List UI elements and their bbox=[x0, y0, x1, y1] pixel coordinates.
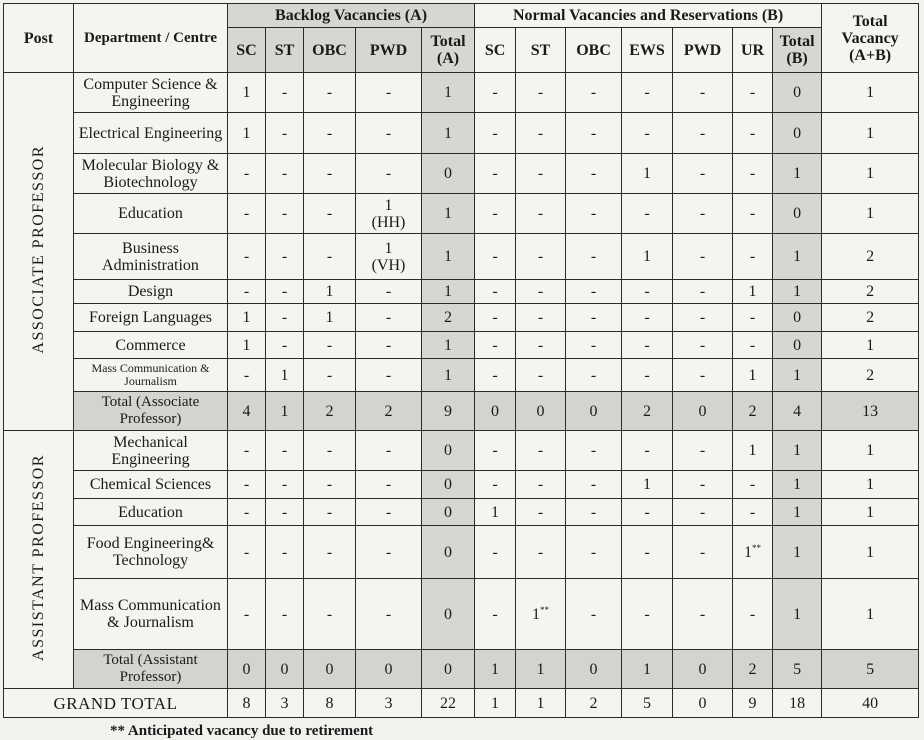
table-cell: 0 bbox=[673, 650, 733, 689]
table-cell: - bbox=[622, 359, 673, 392]
table-cell: 1 bbox=[622, 650, 673, 689]
table-cell: - bbox=[266, 304, 304, 332]
table-cell: 1 bbox=[822, 113, 919, 154]
table-cell: - bbox=[356, 73, 422, 113]
header-normal-col: PWD bbox=[673, 28, 733, 73]
table-cell: 1 bbox=[475, 650, 516, 689]
table-cell: 1 bbox=[822, 332, 919, 359]
table-cell: - bbox=[566, 359, 622, 392]
table-cell: 1 bbox=[266, 359, 304, 392]
table-cell: 1 bbox=[773, 154, 822, 194]
table-cell: - bbox=[673, 73, 733, 113]
table-cell: - bbox=[356, 280, 422, 304]
table-cell: 1 bbox=[822, 526, 919, 579]
table-cell: 1 bbox=[773, 280, 822, 304]
table-cell: - bbox=[673, 431, 733, 471]
table-cell: 1 bbox=[422, 332, 475, 359]
table-cell: 1 (HH) bbox=[356, 194, 422, 234]
table-cell: - bbox=[475, 194, 516, 234]
total-label: Total (Assistant Professor) bbox=[74, 650, 228, 689]
table-cell: 0 bbox=[566, 650, 622, 689]
table-cell: - bbox=[304, 526, 356, 579]
table-cell: 9 bbox=[422, 392, 475, 431]
total-row bbox=[4, 392, 919, 431]
table-cell: 1 bbox=[822, 431, 919, 471]
table-cell: - bbox=[475, 280, 516, 304]
grand-total-cell: 40 bbox=[822, 689, 919, 718]
table-cell: - bbox=[356, 113, 422, 154]
table-cell: - bbox=[733, 113, 773, 154]
table-cell: 1 bbox=[773, 526, 822, 579]
table-cell: 1 bbox=[733, 280, 773, 304]
table-cell: - bbox=[733, 499, 773, 526]
table-cell: 0 bbox=[673, 392, 733, 431]
table-cell: - bbox=[516, 526, 566, 579]
grand-total-cell: 2 bbox=[566, 689, 622, 718]
table-cell: - bbox=[566, 194, 622, 234]
table-cell: 1 bbox=[422, 359, 475, 392]
grand-total-cell: 8 bbox=[228, 689, 266, 718]
post-label-text: ASSOCIATE PROFESSOR bbox=[30, 145, 47, 354]
table-row bbox=[4, 234, 919, 280]
table-cell: 1 bbox=[228, 113, 266, 154]
table-cell: - bbox=[356, 332, 422, 359]
table-cell: 4 bbox=[228, 392, 266, 431]
table-cell: - bbox=[733, 579, 773, 650]
table-cell: - bbox=[266, 579, 304, 650]
grand-total-cell: 3 bbox=[356, 689, 422, 718]
table-cell: - bbox=[304, 194, 356, 234]
total-label: Total (Associate Professor) bbox=[74, 392, 228, 431]
table-row bbox=[4, 154, 919, 194]
vacancy-table bbox=[3, 3, 919, 718]
department-name: Design bbox=[74, 280, 228, 304]
table-cell: - bbox=[516, 359, 566, 392]
table-cell: - bbox=[733, 154, 773, 194]
table-row bbox=[4, 526, 919, 579]
header-normal-col: OBC bbox=[566, 28, 622, 73]
table-cell: - bbox=[304, 234, 356, 280]
table-cell: 5 bbox=[822, 650, 919, 689]
table-cell: - bbox=[304, 359, 356, 392]
table-cell: - bbox=[475, 471, 516, 499]
table-cell: - bbox=[475, 359, 516, 392]
table-cell: 2 bbox=[822, 280, 919, 304]
table-cell: 1 bbox=[228, 332, 266, 359]
table-cell: 0 bbox=[475, 392, 516, 431]
header-department: Department / Centre bbox=[74, 4, 228, 73]
table-cell: - bbox=[566, 499, 622, 526]
department-name: Mass Communication & Journalism bbox=[74, 359, 228, 392]
table-cell: 1 bbox=[773, 471, 822, 499]
table-cell: 0 bbox=[773, 113, 822, 154]
table-cell: - bbox=[228, 579, 266, 650]
table-cell: 1 bbox=[516, 650, 566, 689]
table-cell: 0 bbox=[566, 392, 622, 431]
table-cell: - bbox=[304, 332, 356, 359]
table-cell: 1 (VH) bbox=[356, 234, 422, 280]
table-cell: 1 bbox=[822, 154, 919, 194]
header-normal-col: UR bbox=[733, 28, 773, 73]
table-cell: - bbox=[516, 154, 566, 194]
table-cell: - bbox=[356, 304, 422, 332]
table-cell: - bbox=[228, 234, 266, 280]
grand-total-cell: 18 bbox=[773, 689, 822, 718]
table-cell: - bbox=[266, 526, 304, 579]
table-cell: 0 bbox=[422, 471, 475, 499]
table-cell: - bbox=[266, 499, 304, 526]
table-cell: - bbox=[516, 73, 566, 113]
header-backlog-col: Total (A) bbox=[422, 28, 475, 73]
table-cell: - bbox=[622, 499, 673, 526]
header-backlog-group: Backlog Vacancies (A) bbox=[228, 4, 475, 28]
table-cell: 2 bbox=[356, 392, 422, 431]
table-cell: 1 bbox=[822, 194, 919, 234]
table-cell: - bbox=[475, 73, 516, 113]
table-cell: 1 bbox=[733, 431, 773, 471]
table-cell: - bbox=[673, 113, 733, 154]
table-cell: - bbox=[673, 234, 733, 280]
table-cell: - bbox=[516, 431, 566, 471]
department-name: Molecular Biology & Biotechnology bbox=[74, 154, 228, 194]
grand-total-cell: 1 bbox=[516, 689, 566, 718]
header-backlog-col: PWD bbox=[356, 28, 422, 73]
table-row bbox=[4, 431, 919, 471]
table-cell: - bbox=[228, 280, 266, 304]
table-cell: 0 bbox=[228, 650, 266, 689]
table-cell: - bbox=[304, 154, 356, 194]
table-cell: 1 bbox=[422, 234, 475, 280]
post-label-text: ASSISTANT PROFESSOR bbox=[30, 454, 47, 661]
table-cell: 1 bbox=[304, 280, 356, 304]
table-cell: 2 bbox=[422, 304, 475, 332]
table-cell: - bbox=[622, 304, 673, 332]
table-cell: - bbox=[228, 499, 266, 526]
table-cell: 2 bbox=[822, 304, 919, 332]
table-cell: - bbox=[566, 154, 622, 194]
table-cell: 0 bbox=[266, 650, 304, 689]
grand-total-cell: 0 bbox=[673, 689, 733, 718]
table-row bbox=[4, 359, 919, 392]
post-label bbox=[4, 431, 74, 689]
table-cell: 1 bbox=[622, 471, 673, 499]
post-label bbox=[4, 73, 74, 431]
table-cell: 2 bbox=[733, 392, 773, 431]
table-cell: - bbox=[566, 332, 622, 359]
table-cell: 0 bbox=[516, 392, 566, 431]
table-cell: - bbox=[566, 579, 622, 650]
table-cell: 2 bbox=[622, 392, 673, 431]
table-cell: - bbox=[673, 332, 733, 359]
table-cell: 1 bbox=[822, 499, 919, 526]
header-normal-col: EWS bbox=[622, 28, 673, 73]
table-cell: - bbox=[475, 234, 516, 280]
table-cell: - bbox=[673, 471, 733, 499]
table-cell: - bbox=[566, 113, 622, 154]
table-cell: - bbox=[566, 280, 622, 304]
table-cell: 1** bbox=[516, 579, 566, 650]
table-cell: - bbox=[266, 431, 304, 471]
table-cell: 5 bbox=[773, 650, 822, 689]
table-cell: 1 bbox=[622, 234, 673, 280]
table-cell: - bbox=[475, 113, 516, 154]
header-normal-group: Normal Vacancies and Reservations (B) bbox=[475, 4, 822, 28]
table-cell: 1 bbox=[422, 194, 475, 234]
table-cell: - bbox=[516, 304, 566, 332]
table-cell: 1 bbox=[228, 304, 266, 332]
table-cell: - bbox=[228, 194, 266, 234]
footnote: ** Anticipated vacancy due to retirement bbox=[110, 723, 374, 739]
header-normal-col: Total (B) bbox=[773, 28, 822, 73]
table-cell: - bbox=[566, 234, 622, 280]
table-cell: - bbox=[356, 431, 422, 471]
table-cell: - bbox=[356, 471, 422, 499]
table-cell: 0 bbox=[422, 579, 475, 650]
table-cell: - bbox=[356, 499, 422, 526]
table-cell: 1 bbox=[822, 73, 919, 113]
table-row bbox=[4, 499, 919, 526]
table-cell: - bbox=[266, 471, 304, 499]
table-cell: - bbox=[673, 154, 733, 194]
table-cell: - bbox=[228, 471, 266, 499]
table-cell: - bbox=[622, 73, 673, 113]
table-cell: - bbox=[516, 113, 566, 154]
table-cell: 1 bbox=[773, 499, 822, 526]
table-cell: - bbox=[622, 332, 673, 359]
header-normal-col: ST bbox=[516, 28, 566, 73]
table-cell: 4 bbox=[773, 392, 822, 431]
table-cell: - bbox=[304, 113, 356, 154]
table-cell: 1 bbox=[422, 73, 475, 113]
table-cell: - bbox=[304, 579, 356, 650]
table-cell: - bbox=[266, 234, 304, 280]
table-cell: - bbox=[733, 471, 773, 499]
table-cell: - bbox=[733, 304, 773, 332]
header-post: Post bbox=[4, 4, 74, 73]
table-cell: 13 bbox=[822, 392, 919, 431]
table-cell: 0 bbox=[773, 73, 822, 113]
table-cell: - bbox=[733, 73, 773, 113]
table-row bbox=[4, 113, 919, 154]
table-cell: 0 bbox=[422, 499, 475, 526]
table-cell: - bbox=[622, 280, 673, 304]
table-row bbox=[4, 280, 919, 304]
table-cell: 1 bbox=[266, 392, 304, 431]
table-row bbox=[4, 579, 919, 650]
table-cell: 1** bbox=[733, 526, 773, 579]
grand-total-cell: 3 bbox=[266, 689, 304, 718]
table-cell: - bbox=[228, 431, 266, 471]
table-cell: - bbox=[266, 280, 304, 304]
table-cell: 0 bbox=[773, 332, 822, 359]
table-cell: - bbox=[733, 332, 773, 359]
table-cell: - bbox=[673, 304, 733, 332]
department-name: Foreign Languages bbox=[74, 304, 228, 332]
table-cell: - bbox=[475, 154, 516, 194]
table-cell: 1 bbox=[733, 359, 773, 392]
table-cell: 1 bbox=[422, 280, 475, 304]
table-cell: - bbox=[673, 280, 733, 304]
table-cell: - bbox=[304, 499, 356, 526]
department-name: Mechanical Engineering bbox=[74, 431, 228, 471]
table-cell: - bbox=[622, 194, 673, 234]
table-cell: 0 bbox=[422, 650, 475, 689]
table-cell: - bbox=[266, 73, 304, 113]
table-cell: - bbox=[228, 154, 266, 194]
table-cell: 0 bbox=[422, 526, 475, 579]
table-cell: 0 bbox=[356, 650, 422, 689]
header-normal-col: SC bbox=[475, 28, 516, 73]
grand-total-label: GRAND TOTAL bbox=[4, 689, 228, 718]
header-backlog-col: OBC bbox=[304, 28, 356, 73]
table-cell: - bbox=[516, 471, 566, 499]
table-cell: 1 bbox=[304, 304, 356, 332]
table-cell: - bbox=[356, 154, 422, 194]
table-cell: - bbox=[516, 234, 566, 280]
department-name: Food Engineering& Technology bbox=[74, 526, 228, 579]
grand-total-cell: 1 bbox=[475, 689, 516, 718]
table-cell: - bbox=[566, 526, 622, 579]
table-cell: - bbox=[673, 194, 733, 234]
table-cell: - bbox=[622, 431, 673, 471]
table-row bbox=[4, 304, 919, 332]
header-backlog-col: SC bbox=[228, 28, 266, 73]
table-cell: - bbox=[475, 431, 516, 471]
table-cell: - bbox=[566, 73, 622, 113]
table-cell: 1 bbox=[773, 579, 822, 650]
table-cell: 1 bbox=[773, 431, 822, 471]
table-cell: - bbox=[622, 113, 673, 154]
table-cell: - bbox=[356, 579, 422, 650]
grand-total-cell: 8 bbox=[304, 689, 356, 718]
table-row bbox=[4, 471, 919, 499]
table-cell: 1 bbox=[422, 113, 475, 154]
table-cell: 2 bbox=[304, 392, 356, 431]
table-cell: 0 bbox=[422, 154, 475, 194]
grand-total-row bbox=[4, 689, 919, 718]
table-cell: - bbox=[266, 113, 304, 154]
table-cell: - bbox=[622, 526, 673, 579]
table-cell: - bbox=[475, 579, 516, 650]
table-cell: - bbox=[733, 234, 773, 280]
table-cell: - bbox=[475, 526, 516, 579]
table-cell: - bbox=[622, 579, 673, 650]
header-total-vacancy: Total Vacancy (A+B) bbox=[822, 4, 919, 73]
table-cell: - bbox=[266, 194, 304, 234]
table-row bbox=[4, 73, 919, 113]
table-cell: - bbox=[266, 154, 304, 194]
table-cell: - bbox=[475, 304, 516, 332]
department-name: Electrical Engineering bbox=[74, 113, 228, 154]
table-cell: - bbox=[304, 431, 356, 471]
table-cell: - bbox=[673, 579, 733, 650]
table-cell: - bbox=[516, 194, 566, 234]
table-cell: 0 bbox=[304, 650, 356, 689]
table-cell: - bbox=[228, 359, 266, 392]
table-cell: - bbox=[266, 332, 304, 359]
table-cell: - bbox=[516, 499, 566, 526]
table-cell: - bbox=[516, 332, 566, 359]
table-row bbox=[4, 194, 919, 234]
department-name: Computer Science & Engineering bbox=[74, 73, 228, 113]
table-cell: 2 bbox=[733, 650, 773, 689]
department-name: Education bbox=[74, 499, 228, 526]
department-name: Chemical Sciences bbox=[74, 471, 228, 499]
table-cell: 1 bbox=[228, 73, 266, 113]
table-cell: 1 bbox=[475, 499, 516, 526]
table-cell: - bbox=[228, 526, 266, 579]
table-cell: - bbox=[475, 332, 516, 359]
table-cell: - bbox=[304, 73, 356, 113]
grand-total-cell: 22 bbox=[422, 689, 475, 718]
table-cell: - bbox=[566, 304, 622, 332]
table-cell: 2 bbox=[822, 359, 919, 392]
table-cell: - bbox=[516, 280, 566, 304]
grand-total-cell: 9 bbox=[733, 689, 773, 718]
table-cell: 1 bbox=[773, 359, 822, 392]
table-cell: - bbox=[673, 526, 733, 579]
department-name: Commerce bbox=[74, 332, 228, 359]
table-cell: 1 bbox=[773, 234, 822, 280]
table-cell: - bbox=[566, 431, 622, 471]
department-name: Education bbox=[74, 194, 228, 234]
table-cell: - bbox=[673, 499, 733, 526]
table-cell: 0 bbox=[773, 304, 822, 332]
table-cell: - bbox=[733, 194, 773, 234]
table-cell: - bbox=[566, 471, 622, 499]
header-backlog-col: ST bbox=[266, 28, 304, 73]
department-name: Business Administration bbox=[74, 234, 228, 280]
table-cell: - bbox=[356, 359, 422, 392]
table-cell: 2 bbox=[822, 234, 919, 280]
table-cell: 0 bbox=[422, 431, 475, 471]
table-cell: - bbox=[673, 359, 733, 392]
table-cell: 0 bbox=[773, 194, 822, 234]
grand-total-cell: 5 bbox=[622, 689, 673, 718]
table-row bbox=[4, 332, 919, 359]
total-row bbox=[4, 650, 919, 689]
table-cell: 1 bbox=[822, 471, 919, 499]
department-name: Mass Communication & Journalism bbox=[74, 579, 228, 650]
table-cell: - bbox=[356, 526, 422, 579]
table-cell: 1 bbox=[822, 579, 919, 650]
table-cell: - bbox=[304, 471, 356, 499]
table-cell: 1 bbox=[622, 154, 673, 194]
